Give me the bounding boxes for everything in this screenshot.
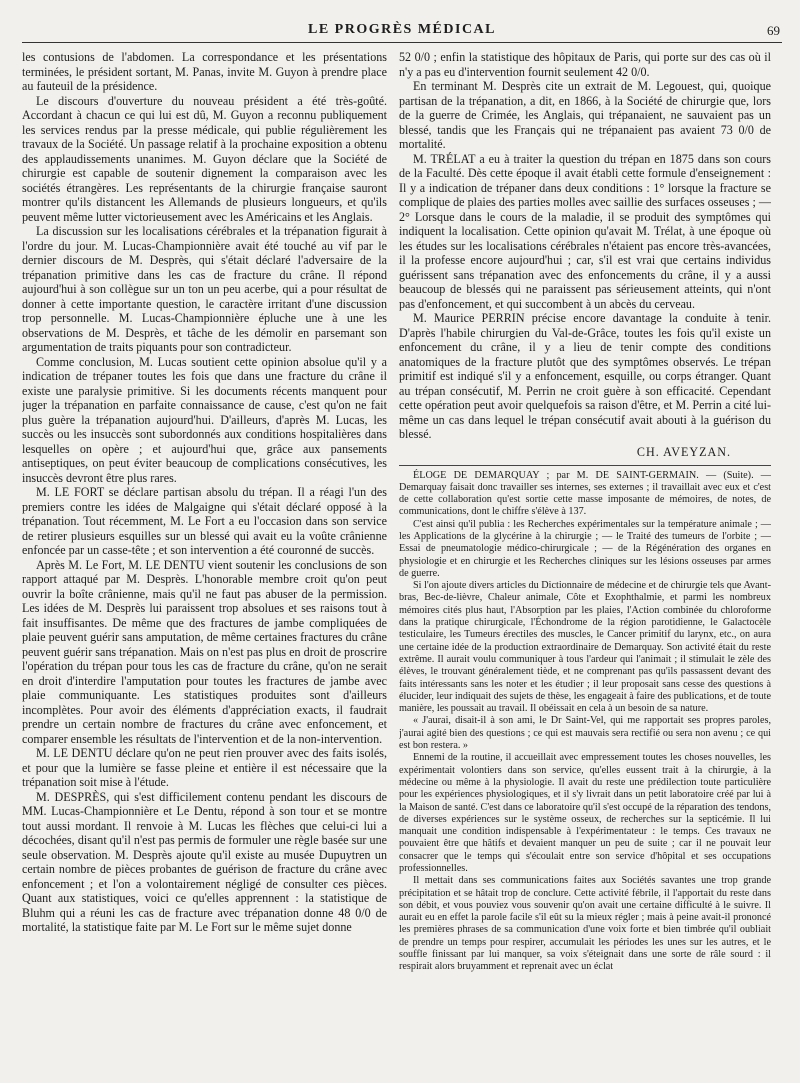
paragraph: M. LE FORT se déclare partisan absolu du trépan. Il a réagi l'un des premiers contre les idées de Malgaigne qui s'était déclaré opposé à la trépanation. Tout récemment, M. Le Fort a eu l'occasion dans son service de retirer plusieurs esquilles sur un blessé qui avait eu la voûte crânienne enfoncée par un casse-tête ; et son intervention a été couronné de succès. xyxy=(22,485,387,557)
page-header xyxy=(22,20,782,43)
paragraph: M. Maurice PERRIN précise encore davantage la conduite à tenir. D'après l'habile chirurgien du Val-de-Grâce, toutes les fois qu'il existe un enfoncement du crâne, il y a lieu de tenir compte des conditions anatomiques de la fracture plutôt que des symptômes observés. Le trépan primitif est indiqué s'il y a enfoncement, esquille, ou corps étranger. Quant au trépan consécutif, M. Perrin ne croit guère à son efficacité. Cependant cette opération peut avoir quelquefois sa raison d'être, et M. Perrin a cité lui-même un cas dans lequel le trépan consécutif avait abouti à la guérison du blessé. xyxy=(399,311,771,441)
notice-paragraph: Si l'on ajoute divers articles du Dictionnaire de médecine et de chirurgie tels que Avant-bras, Bec-de-lièvre, Chaleur animale, Côte et Exophthalmie, et parmi les nombreux mémoires cités plus haut, l'Absorption par les plaies, l'Action combinée du chloroforme dans la pratique chirurgicale, l'Échondrome de la région parotidienne, le Galactocèle testiculaire, les Tumeurs érectiles des muscles, le Cancer primitif du larynx, etc., on aura une certaine idée de la production extraordinaire de Demarquay. Son activité était du reste extrême. Il aurait voulu communiquer à tous l'ardeur qui l'animait ; il stimulait le zèle des élèves, le trouvant généralement tiède, et ne comprenant pas qu'ils passassent devant des faits intéressants sans les noter et les étudier ; il leur proposait sans cesse des questions à élucider, leur indiquait des sujets de thèse, les engageait à faire des publications, et de toute manière, les poussait au travail. Il obéissait en cela à un besoin de sa nature. xyxy=(399,580,771,715)
right-column xyxy=(399,50,771,1080)
paragraph: 52 0/0 ; enfin la statistique des hôpitaux de Paris, qui porte sur des cas où il n'y a pas eu d'intervention fournit seulement 42 0/0. xyxy=(399,50,771,79)
notice-paragraph: ÉLOGE DE DEMARQUAY ; par M. DE SAINT-GERMAIN. — (Suite). — Demarquay faisait donc travailler ses internes, ses externes ; il travaillait avec eux et c'est de cette collaboration qu'est sortie cette masse imposante de mémoires, de notes, de communications, dont le chiffre s'élève à 137. xyxy=(399,469,771,518)
eloge-notice xyxy=(399,470,771,974)
notice-paragraph: Il mettait dans ses communications faites aux Sociétés savantes une trop grande précipitation et se hâtait trop de conclure. Cette activité fébrile, il l'apportait du reste dans son débit, et vous pouviez vous souvenir qu'on avait une certaine difficulté à le suivre. Il aurait eu en effet la parole facile s'il eût su la mieux régler ; mais à peine avait-il prononcé les premières phrases de sa communication d'une voix forte et bien timbrée qu'il oubliait de prendre un temps pour respirer, accumulait les périodes les unes sur les autres, et le souffle finissant par lui manquer, sa voix s'éteignait dans une sorte de râle sourd : il respirait alors bruyamment et reprenait avec un éclat xyxy=(399,875,771,973)
notice-paragraph: « J'aurai, disait-il à son ami, le Dr Saint-Vel, qui me rapportait ses propres paroles, j'aurai agité bien des questions ; ce qui est mauvais sera rectifié ou sera non avenu ; ce qui est bon restera. » xyxy=(399,715,771,752)
paragraph: M. LE DENTU déclare qu'on ne peut rien prouver avec des faits isolés, et pour que la lumière se fasse pleine et entière il est nécessaire que la trépanation soit mise à l'étude. xyxy=(22,746,387,789)
paragraph: Le discours d'ouverture du nouveau président a été très-goûté. Accordant à chacun ce qui lui est dû, M. Guyon a reconnu publiquement les services rendus par la presse médicale, qui publie régulièrement les travaux de la Société. Un passage relatif à la prochaine exposition a obtenu des applaudissements unanimes. M. Guyon déclare que la Société de chirurgie est capable de soutenir dignement la comparaison avec les sociétés étrangères. Les représentants de la chirurgie française sauront montrer qu'ils distancent les Allemands de plusieurs longueurs, et qu'ils peuvent même lutter victorieusement avec les Américains et les Anglais. xyxy=(22,93,387,224)
journal-title: LE PROGRÈS MÉDICAL xyxy=(307,22,497,37)
left-column xyxy=(22,50,387,1080)
paragraph: La discussion sur les localisations cérébrales et la trépanation figurait à l'ordre du jour. M. Lucas-Championnière avait été touché au vif par le dernier discours de M. Desprès, qui s'était déclaré l'adversaire de la trépanation primitive dans les cas de fracture du crâne. Il répond aujourd'hui à son collègue sur un ton un peu acerbe, qui a pour résultat de donner à cette importante question, le caractère irritant d'une discussion trop personnelle. M. Lucas-Championnière épluche une à une les observations de M. Desprès, et tâche de les démolir en parsemant son argumentation de traits piquants pour son contradicteur. xyxy=(22,224,387,354)
divider xyxy=(399,465,771,466)
author-signature: CH. AVEYZAN. xyxy=(636,444,731,459)
page-number: 69 xyxy=(767,23,780,38)
paragraph: les contusions de l'abdomen. La correspondance et les présentations terminées, le président sortant, M. Panas, invite M. Guyon à prendre place au fauteuil de la présidence. xyxy=(22,50,387,93)
notice-paragraph: C'est ainsi qu'il publia : les Recherches expérimentales sur la température animale ; — les Applications de la glycérine à la chirurgie ; — le Traité des tumeurs de l'orbite ; — Essai de pneumatologie médico-chirurgicale ; — de la Régénération des organes en physiologie et en chirurgie et les Recherches cliniques sur les lésions osseuses par armes de guerre. xyxy=(399,518,771,579)
paragraph: Comme conclusion, M. Lucas soutient cette opinion absolue qu'il y a indication de trépaner toutes les fois que dans une fracture du crâne il existe une paralysie primitive. Si les documents récents manquent pour juger la trépanation en parfaite connaissance de cause, c'est qu'on ne fait plus guère la trépanation aujourd'hui. D'ailleurs, d'après M. Lucas, les succès ou les insuccès sont subordonnés aux conditions hospitalières dans lesquelles on opère ; et aujourd'hui que, grâce aux pansements antiseptiques, on peut éviter beaucoup de complications consécutives, les insuccès devront être plus rares. xyxy=(22,354,387,485)
notice-paragraph: Ennemi de la routine, il accueillait avec empressement toutes les choses nouvelles, les expérimentait volontiers dans son service, qu'elles eussent trait à la chirurgie, à la médecine ou même à la physiologie. Il avait du reste une prédilection toute particulière pour les expériences physiologiques, et il s'y livrait dans un petit laboratoire créé par lui à la Maison de santé. C'est dans ce laboratoire qu'il s'est occupé de la réparation des tendons, de diverses expériences sur le système osseux, de recherches sur la septicémie. Il lui manquait une condition indispensable à l'expérimentateur : le temps. Ces travaux ne pouvaient être que hâtifs et devaient manquer un peu de suite ; car il ne pouvait leur consacrer que le temps qui s'écoulait entre son service d'hôpital et ses occupations professionnelles. xyxy=(399,752,771,874)
paragraph: Après M. Le Fort, M. LE DENTU vient soutenir les conclusions de son rapport attaqué par M. Desprès. L'honorable membre croit qu'on peut ouvrir la boîte crânienne, mais qu'il ne faut pas abuser de la permission. Les idées de M. Desprès lui paraissent trop absolues et ses raisons tout à fait insuffisantes. De même que des fractures de jambe compliquées de plaie peuvent guérir sans amputation, de même certaines fractures du crâne peuvent guérir sans trépanation. Mais on n'est pas plus en droit de proscrire l'opération du trépan pour tous les cas de fracture du crâne, qu'on ne serait en droit d'interdire l'amputation pour toutes les fractures de jambe avec plaie communiquante. Les statistiques produites sont d'ailleurs incomplètes. Pour avoir des éléments d'appréciation exacts, il faudrait prendre un certain nombre de fractures du crâne avec enfoncement, et comparer ensemble les résultats de l'intervention et de la non-intervention. xyxy=(22,557,387,746)
paragraph: M. DESPRÈS, qui s'est difficilement contenu pendant les discours de MM. Lucas-Championnière et Le Dentu, répond à son tour et se montre tout aussi mordant. Il renvoie à M. Lucas les flèches que celui-ci lui a décochées, disant qu'il n'est pas permis de formuler une règle basée sur une seule observation. M. Desprès ajoute qu'il existe au musée Dupuytren un certain nombre de pièces probantes de guérison de fracture du crâne avec enfoncement ; et l'on a volontairement négligé de consulter ces pièces. Quant aux statistiques, voici ce qu'elles apprennent : la statistique de Bluhm qui a réuni les cas de fracture avec trépanation donne 48 0/0 de mortalité, la statistique faite par M. Le Fort sur le même sujet donne xyxy=(22,789,387,934)
paragraph: En terminant M. Desprès cite un extrait de M. Legouest, qui, quoique partisan de la trépanation, a dit, en 1866, à la Société de chirurgie que, lors de la guerre de Crimée, les Anglais, qui trépanaient, ne sauvaient pas un blessé, tandis que les Français qui ne trépanaient pas avaient 73 0/0 de mortalité. xyxy=(399,79,771,151)
paragraph: M. TRÉLAT a eu à traiter la question du trépan en 1875 dans son cours de la Faculté. Dès cette époque il avait établi cette formule d'enseignement : Il y a indication de trépaner dans deux conditions : 1° lorsque la fracture se complique de plaies des parties molles avec saillie des surfaces osseuses ; — 2° Lorsque dans le cours de la maladie, il se produit des symptômes qui indiquent la localisation. Cette opinion qu'avait M. Trélat, à une époque où les études sur les localisations cérébrales n'étaient pas encore très-avancées, il la professe encore aujourd'hui ; car, s'il est vrai que certains individus guérissent sans trépanation avec des enfoncements du crâne, il y a aussi beaucoup de blessés qui ne paraissent pas sérieusement atteints, qui n'ont pas d'enfoncement, et qui succombent à un abcès du cerveau. xyxy=(399,151,771,311)
